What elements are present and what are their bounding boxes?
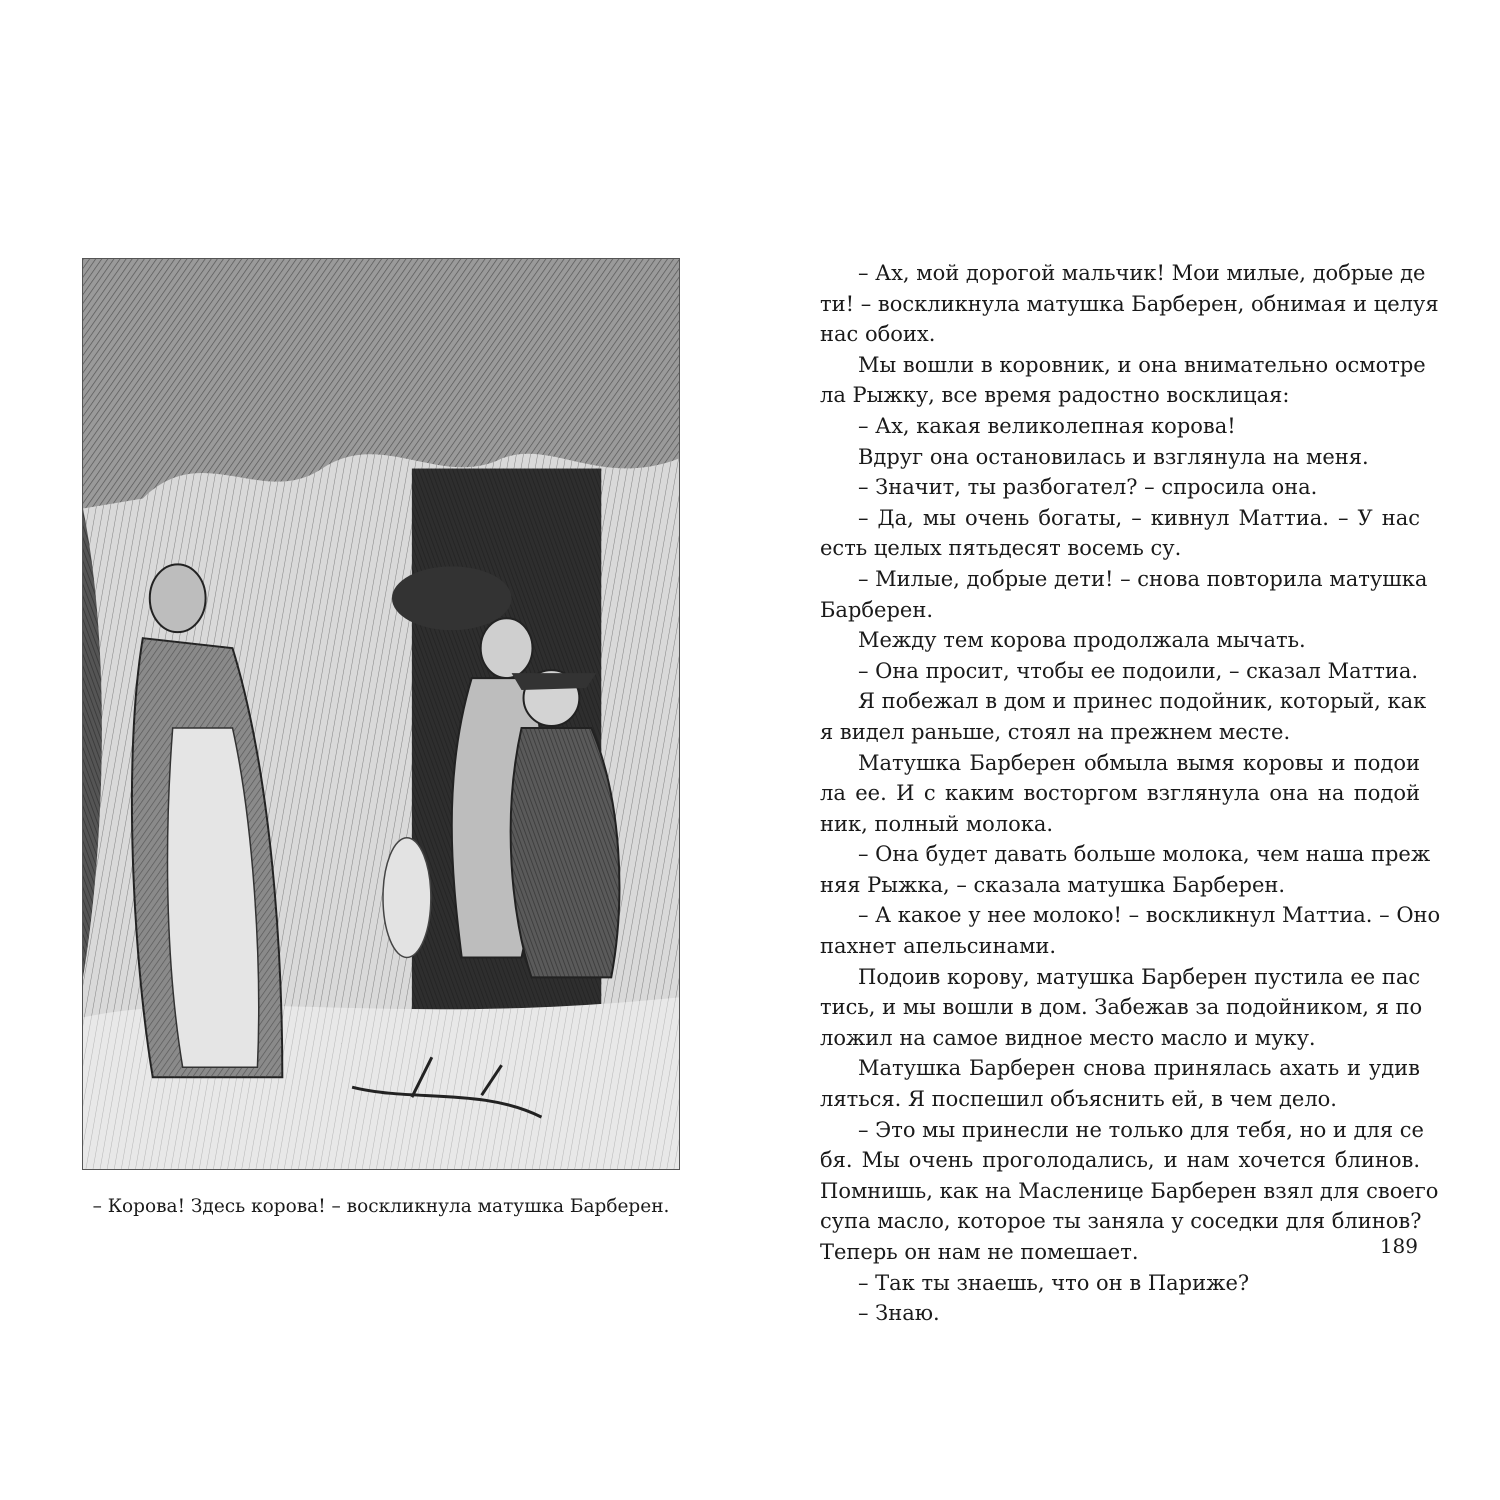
text-line: Вдруг она остановилась и взглянула на меня. <box>858 444 1369 469</box>
text-line: Мы вошли в коровник, и она внимательно осмотре <box>858 352 1426 377</box>
text-line: – А какое у нее молоко! – воскликнул Маттиа. – Оно <box>858 903 1441 928</box>
text-line: Помнишь, как на Масленице Барберен взял для своего <box>820 1178 1439 1203</box>
text-line: – Да, мы очень богаты, – кивнул Маттиа. – У нас <box>858 505 1420 530</box>
text-line: я видел раньше, стоял на прежнем месте. <box>820 719 1291 744</box>
text-line: – Она будет давать больше молока, чем наша преж <box>858 842 1431 867</box>
body-text <box>820 258 1441 1329</box>
text-line: тись, и мы вошли в дом. Забежав за подойником, я по <box>820 995 1423 1020</box>
illustration-caption: – Корова! Здесь корова! – воскликнула матушка Барберен. <box>92 1196 670 1217</box>
text-line: ник, полный молока. <box>820 811 1054 836</box>
text-line: Я побежал в дом и принес подойник, который, как <box>858 689 1427 714</box>
text-line: Матушка Барберен обмыла вымя коровы и подои <box>858 750 1420 775</box>
text-line: Матушка Барберен снова принялась ахать и удив <box>858 1056 1420 1081</box>
text-line: нас обоих. <box>820 322 936 347</box>
text-line: Барберен. <box>820 597 934 622</box>
engraving-image <box>83 259 679 1169</box>
text-line: – Милые, добрые дети! – снова повторила матушка <box>858 566 1428 591</box>
text-line: – Знаю. <box>858 1301 940 1326</box>
text-line: Подоив корову, матушка Барберен пустила ее пас <box>858 964 1421 989</box>
text-line: – Это мы принесли не только для тебя, но и для се <box>858 1117 1424 1142</box>
text-line: бя. Мы очень проголодались, и нам хочется блинов. <box>820 1148 1420 1173</box>
text-line: пахнет апельсинами. <box>820 934 1057 959</box>
engraving-illustration <box>82 258 680 1170</box>
text-line: ла ее. И с каким восторгом взглянула она на подой <box>820 781 1420 806</box>
text-line: няя Рыжка, – сказала матушка Барберен. <box>820 872 1286 897</box>
text-line: ляться. Я поспешил объяснить ей, в чем дело. <box>820 1087 1337 1112</box>
text-line: – Значит, ты разбогател? – спросила она. <box>858 475 1318 500</box>
text-line: ла Рыжку, все время радостно восклицая: <box>820 383 1290 408</box>
text-line: есть целых пятьдесят восемь су. <box>820 536 1182 561</box>
text-line: – Так ты знаешь, что он в Париже? <box>858 1270 1250 1295</box>
text-line: Между тем корова продолжала мычать. <box>858 628 1306 653</box>
page-number: 189 <box>1379 1234 1418 1258</box>
text-line: – Ах, какая великолепная корова! <box>858 413 1236 438</box>
text-line: – Ах, мой дорогой мальчик! Мои милые, добрые де <box>858 261 1426 285</box>
text-line: супа масло, которое ты заняла у соседки для блинов? <box>820 1209 1422 1234</box>
text-line: Теперь он нам не помешает. <box>820 1240 1139 1264</box>
text-line: ти! – воскликнула матушка Барберен, обнимая и целуя <box>820 291 1439 316</box>
text-line: ложил на самое видное место масло и муку. <box>820 1025 1316 1050</box>
text-line: – Она просит, чтобы ее подоили, – сказал Маттиа. <box>858 658 1419 683</box>
